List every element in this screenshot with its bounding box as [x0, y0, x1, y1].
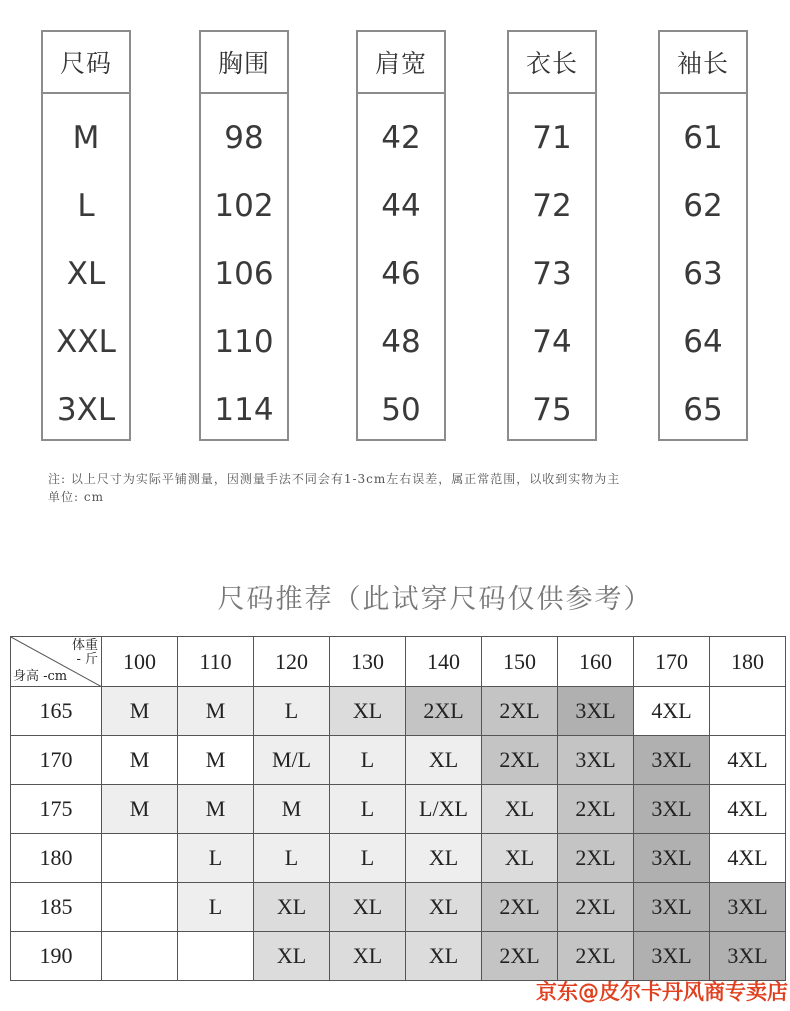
height-row	[11, 687, 786, 736]
recommended-size-cell: M	[102, 785, 178, 834]
recommended-size-cell: M/L	[254, 736, 330, 785]
column-header: 尺码	[43, 32, 129, 94]
shoulder-value: 48	[381, 324, 421, 360]
recommended-size-cell: M	[254, 785, 330, 834]
height-row	[11, 932, 786, 981]
weight-header-cell: 180	[710, 637, 786, 687]
length-value: 75	[532, 392, 572, 428]
column-size	[41, 30, 131, 441]
height-row	[11, 834, 786, 883]
recommended-size-cell: M	[178, 785, 254, 834]
chest-value: 114	[214, 392, 274, 428]
recommended-size-cell: 3XL	[710, 932, 786, 981]
recommended-size-cell: XL	[330, 883, 406, 932]
length-value: 72	[532, 188, 572, 224]
chest-value: 102	[214, 188, 274, 224]
recommended-size-cell	[102, 834, 178, 883]
recommended-size-cell: 2XL	[482, 883, 558, 932]
size-value: XL	[66, 256, 106, 292]
recommended-size-cell: L	[178, 883, 254, 932]
recommended-size-cell: M	[102, 736, 178, 785]
recommended-size-cell	[102, 883, 178, 932]
recommended-size-cell: M	[178, 687, 254, 736]
column-shoulder	[356, 30, 446, 441]
recommended-size-cell: 2XL	[558, 785, 634, 834]
weight-header-cell: 100	[102, 637, 178, 687]
recommended-size-cell: XL	[482, 785, 558, 834]
column-sleeve	[658, 30, 748, 441]
recommended-size-cell: L/XL	[406, 785, 482, 834]
size-recommend-table	[10, 636, 786, 981]
height-label-cell: 165	[11, 687, 102, 736]
shoulder-value: 46	[381, 256, 421, 292]
sleeve-value: 65	[683, 392, 723, 428]
corner-height-label: 身高 -cm	[13, 669, 68, 684]
recommended-size-cell: L	[254, 834, 330, 883]
recommended-size-cell: L	[254, 687, 330, 736]
shoulder-value: 42	[381, 120, 421, 156]
recommended-size-cell: XL	[406, 932, 482, 981]
recommended-size-cell: 3XL	[634, 932, 710, 981]
shoulder-value: 44	[381, 188, 421, 224]
size-value: L	[77, 188, 95, 224]
weight-header-cell: 110	[178, 637, 254, 687]
sleeve-value: 62	[683, 188, 723, 224]
unit-note: 单位: cm	[48, 490, 104, 504]
recommended-size-cell: 2XL	[482, 736, 558, 785]
height-label-cell: 190	[11, 932, 102, 981]
recommended-size-cell: 4XL	[710, 785, 786, 834]
weight-header-cell: 160	[558, 637, 634, 687]
recommended-size-cell: XL	[406, 883, 482, 932]
height-label-cell: 170	[11, 736, 102, 785]
recommended-size-cell: XL	[254, 932, 330, 981]
recommended-size-cell: 2XL	[482, 687, 558, 736]
weight-header-cell: 120	[254, 637, 330, 687]
recommend-title: 尺码推荐（此试穿尺码仅供参考）	[217, 584, 653, 615]
column-header: 衣长	[509, 32, 595, 94]
chest-value: 110	[214, 324, 274, 360]
recommended-size-cell: M	[178, 736, 254, 785]
recommended-size-cell: XL	[254, 883, 330, 932]
measurement-note: 注: 以上尺寸为实际平铺测量，因测量手法不同会有1-3cm左右误差，属正常范围，以收到实物为主	[48, 472, 621, 486]
corner-cell	[11, 637, 102, 687]
weight-header-cell: 130	[330, 637, 406, 687]
length-value: 74	[532, 324, 572, 360]
recommended-size-cell: M	[102, 687, 178, 736]
corner-weight-label: 体重 - 斤	[71, 638, 98, 667]
recommended-size-cell: XL	[406, 736, 482, 785]
recommended-size-cell: L	[330, 736, 406, 785]
recommended-size-cell: 2XL	[558, 883, 634, 932]
height-row	[11, 883, 786, 932]
recommended-size-cell	[178, 932, 254, 981]
recommended-size-cell: 2XL	[482, 932, 558, 981]
recommended-size-cell: 3XL	[558, 736, 634, 785]
recommended-size-cell: 4XL	[710, 736, 786, 785]
column-header: 肩宽	[358, 32, 444, 94]
shoulder-value: 50	[381, 392, 421, 428]
length-value: 71	[532, 120, 572, 156]
recommended-size-cell: 4XL	[710, 834, 786, 883]
recommended-size-cell: 3XL	[710, 883, 786, 932]
recommended-size-cell: 2XL	[558, 834, 634, 883]
chest-value: 98	[224, 120, 264, 156]
recommended-size-cell: 3XL	[558, 687, 634, 736]
recommended-size-cell: XL	[482, 834, 558, 883]
sleeve-value: 61	[683, 120, 723, 156]
size-value: XXL	[56, 324, 116, 360]
recommended-size-cell: L	[330, 834, 406, 883]
recommended-size-cell	[710, 687, 786, 736]
height-label-cell: 175	[11, 785, 102, 834]
recommended-size-cell: 3XL	[634, 883, 710, 932]
weight-header-row	[11, 637, 786, 687]
recommended-size-cell	[102, 932, 178, 981]
height-row	[11, 785, 786, 834]
chest-value: 106	[214, 256, 274, 292]
height-row	[11, 736, 786, 785]
column-length	[507, 30, 597, 441]
recommended-size-cell: 3XL	[634, 785, 710, 834]
recommended-size-cell: XL	[406, 834, 482, 883]
recommended-size-cell: XL	[330, 687, 406, 736]
recommended-size-cell: L	[178, 834, 254, 883]
column-header: 袖长	[660, 32, 746, 94]
recommended-size-cell: 3XL	[634, 736, 710, 785]
sleeve-value: 64	[683, 324, 723, 360]
height-label-cell: 185	[11, 883, 102, 932]
length-value: 73	[532, 256, 572, 292]
store-watermark: 京东@皮尔卡丹风商专卖店	[536, 980, 788, 1004]
size-value: M	[72, 120, 100, 156]
column-chest	[199, 30, 289, 441]
column-header: 胸围	[201, 32, 287, 94]
recommended-size-cell: 4XL	[634, 687, 710, 736]
recommended-size-cell: 2XL	[406, 687, 482, 736]
height-label-cell: 180	[11, 834, 102, 883]
recommended-size-cell: 2XL	[558, 932, 634, 981]
size-value: 3XL	[56, 392, 116, 428]
sleeve-value: 63	[683, 256, 723, 292]
recommended-size-cell: XL	[330, 932, 406, 981]
recommended-size-cell: L	[330, 785, 406, 834]
weight-header-cell: 140	[406, 637, 482, 687]
recommended-size-cell: 3XL	[634, 834, 710, 883]
weight-header-cell: 150	[482, 637, 558, 687]
weight-header-cell: 170	[634, 637, 710, 687]
